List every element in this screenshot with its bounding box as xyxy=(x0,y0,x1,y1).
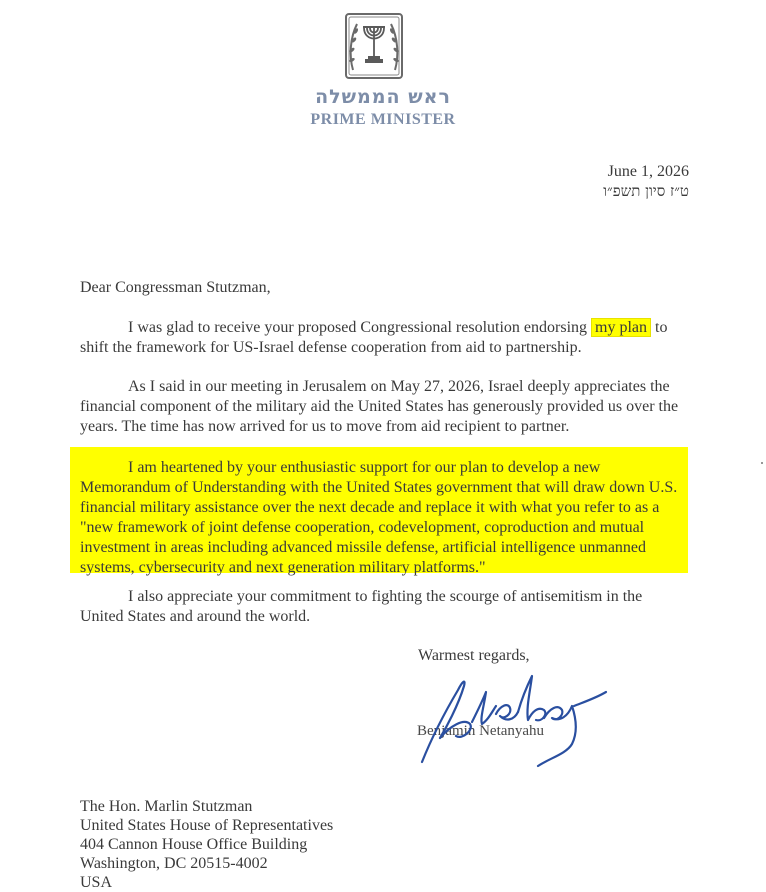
letterhead-title-english: PRIME MINISTER xyxy=(310,111,456,128)
paragraph-1-start: I was glad to receive your proposed Congressional resolution endorsing xyxy=(128,319,592,336)
handwritten-signature xyxy=(400,662,610,772)
paragraph-1-end: to shift the framework for US-Israel defense cooperation from aid to partnership. xyxy=(80,319,668,356)
menorah-emblem-icon xyxy=(343,12,405,82)
address-line: United States House of Representatives xyxy=(80,817,334,834)
paragraph-2: As I said in our meeting in Jerusalem on May 27, 2026, Israel deeply appreciates the financial component of the military aid the United States has generously provided us over the years. The time has now arrived for us to move from aid recipient to partner. xyxy=(80,378,679,435)
paragraph-3-highlighted: I am heartened by your enthusiastic support for our plan to develop a new Memorandum of Understanding with the United States government that will draw down U.S. financial military assistance over the next decade and replace it with what you refer to as a "new framework of joint defense cooperation, codevelopment, coproduction and mutual investment in areas including advanced missile defense, artificial intelligence unmanned systems, cybersecurity and next generation military platforms." xyxy=(80,459,678,576)
paragraph-1 xyxy=(80,318,680,358)
salutation: Dear Congressman Stutzman, xyxy=(80,279,271,296)
scan-speck xyxy=(761,462,763,464)
address-line: The Hon. Marlin Stutzman xyxy=(80,798,253,815)
letter-date-hebrew: ט״ז סיון תשפ״ו xyxy=(603,182,689,200)
address-line: USA xyxy=(80,874,113,891)
address-line: Washington, DC 20515-4002 xyxy=(80,855,268,872)
closing: Warmest regards, xyxy=(418,647,530,664)
signer-name: Benjamin Netanyahu xyxy=(417,723,545,739)
letterhead-title-hebrew: ראש הממשלה xyxy=(315,86,451,108)
paragraph-4: I also appreciate your commitment to fighting the scourge of antisemitism in the United States and around the world. xyxy=(80,588,643,625)
highlighted-phrase: my plan xyxy=(591,318,651,337)
recipient-address xyxy=(80,797,333,892)
address-line: 404 Cannon House Office Building xyxy=(80,836,308,853)
letter-date: June 1, 2026 xyxy=(607,163,689,180)
